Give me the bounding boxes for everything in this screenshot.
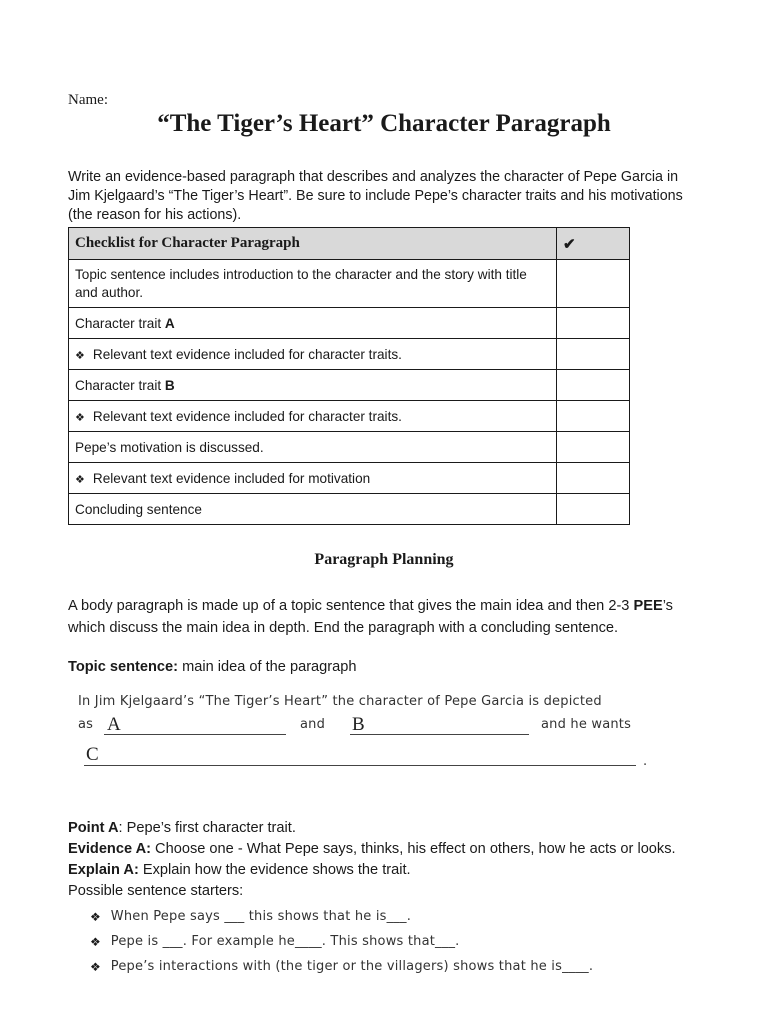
trait-letter: B — [164, 377, 175, 393]
checklist-checkbox[interactable] — [557, 308, 630, 339]
trait-letter: A — [164, 315, 175, 331]
starters-label: Possible sentence starters: — [68, 883, 244, 899]
checklist-row — [69, 432, 630, 463]
topic-label: Topic sentence: — [68, 659, 179, 675]
name-label: Name: — [68, 92, 108, 108]
checklist-item-text: Relevant text evidence included for motivation — [92, 470, 371, 486]
starter-text: When Pepe says ___ this shows that he is___. — [110, 909, 412, 924]
checklist-item: Topic sentence includes introduction to the character and the story with title and author. — [69, 260, 557, 308]
blank-b-letter: B — [352, 714, 365, 735]
list-item — [90, 929, 593, 954]
point-a-label: Point A — [68, 820, 119, 836]
list-item — [90, 904, 593, 929]
blank-c[interactable] — [84, 747, 636, 766]
point-a-block — [68, 818, 676, 902]
checklist-row — [69, 401, 630, 432]
blank-b[interactable] — [350, 716, 529, 735]
checklist-checkbox[interactable] — [557, 463, 630, 494]
handwritten-as: as — [78, 717, 94, 732]
checklist-checkbox[interactable] — [557, 339, 630, 370]
section-title: Paragraph Planning — [314, 551, 454, 568]
handwritten-period: . — [643, 754, 648, 769]
checklist-item — [69, 339, 557, 370]
checklist-header: Checklist for Character Paragraph — [69, 228, 557, 260]
checklist-row — [69, 494, 630, 525]
page-title: “The Tiger’s Heart” Character Paragraph — [157, 110, 611, 137]
sentence-starters-list — [90, 904, 593, 979]
checklist-row — [69, 260, 630, 308]
checklist-item-text: Character trait — [75, 377, 165, 393]
blank-a[interactable] — [104, 716, 286, 735]
checklist-item-text: Character trait — [75, 315, 165, 331]
checklist-row — [69, 339, 630, 370]
checklist-row — [69, 370, 630, 401]
blank-c-letter: C — [86, 744, 99, 765]
list-item — [90, 954, 593, 979]
explain-a-text: Explain how the evidence shows the trait. — [138, 862, 411, 878]
checklist-header-row — [69, 228, 630, 260]
checklist-table — [68, 227, 630, 525]
topic-text: main idea of the paragraph — [178, 659, 357, 675]
handwritten-and: and — [300, 717, 326, 732]
topic-sentence-label — [68, 659, 357, 675]
starter-text: Pepe is ___. For example he____. This shows that___. — [110, 934, 460, 949]
checklist-row — [69, 308, 630, 339]
bullet-icon: ❖ — [75, 349, 85, 362]
instructions-paragraph: Write an evidence-based paragraph that describes and analyzes the character of Pepe Garcia in Jim Kjelgaard’s “The Tiger’s Heart”. Be sure to include Pepe’s character traits and his motivations (the reason for his actions). — [68, 169, 683, 223]
starter-text: Pepe’s interactions with (the tiger or the villagers) shows that he is____. — [110, 959, 594, 974]
point-a-text: : Pepe’s first character trait. — [118, 820, 296, 836]
checklist-checkbox[interactable] — [557, 432, 630, 463]
explain-a-label: Explain A: — [68, 862, 139, 878]
body-text-post: ’s which discuss the main idea in depth. End the paragraph with a concluding sentence. — [68, 598, 673, 636]
checklist-item: Pepe’s motivation is discussed. — [69, 432, 557, 463]
bullet-icon: ❖ — [90, 934, 101, 949]
handwritten-wants: and he wants — [541, 717, 632, 732]
point-a-line — [68, 818, 676, 839]
blank-a-letter: A — [107, 714, 121, 735]
bullet-icon: ❖ — [75, 411, 85, 424]
bullet-icon: ❖ — [90, 909, 101, 924]
body-paragraph-description — [68, 595, 708, 639]
body-text-pre: A body paragraph is made up of a topic sentence that gives the main idea and then 2-3 — [68, 598, 634, 614]
checklist-checkbox[interactable] — [557, 370, 630, 401]
evidence-a-line — [68, 839, 676, 860]
checklist-checkbox[interactable] — [557, 494, 630, 525]
checklist-item — [69, 463, 557, 494]
checklist-item — [69, 370, 557, 401]
evidence-a-label: Evidence A: — [68, 841, 151, 857]
bullet-icon: ❖ — [75, 473, 85, 486]
checklist-item — [69, 401, 557, 432]
evidence-a-text: Choose one - What Pepe says, thinks, his effect on others, how he acts or looks. — [151, 841, 676, 857]
check-column-header: ✔ — [557, 228, 630, 260]
explain-a-line — [68, 860, 676, 881]
checklist-item-text: Relevant text evidence included for character traits. — [92, 408, 402, 424]
checklist-checkbox[interactable] — [557, 260, 630, 308]
checklist-item-text: Relevant text evidence included for character traits. — [92, 346, 402, 362]
pee-acronym: PEE — [633, 598, 663, 614]
bullet-icon: ❖ — [90, 959, 101, 974]
checklist-checkbox[interactable] — [557, 401, 630, 432]
checklist-item: Concluding sentence — [69, 494, 557, 525]
handwritten-line-1: In Jim Kjelgaard’s “The Tiger’s Heart” the character of Pepe Garcia is depicted — [78, 694, 602, 709]
checklist-row — [69, 463, 630, 494]
checklist-item — [69, 308, 557, 339]
